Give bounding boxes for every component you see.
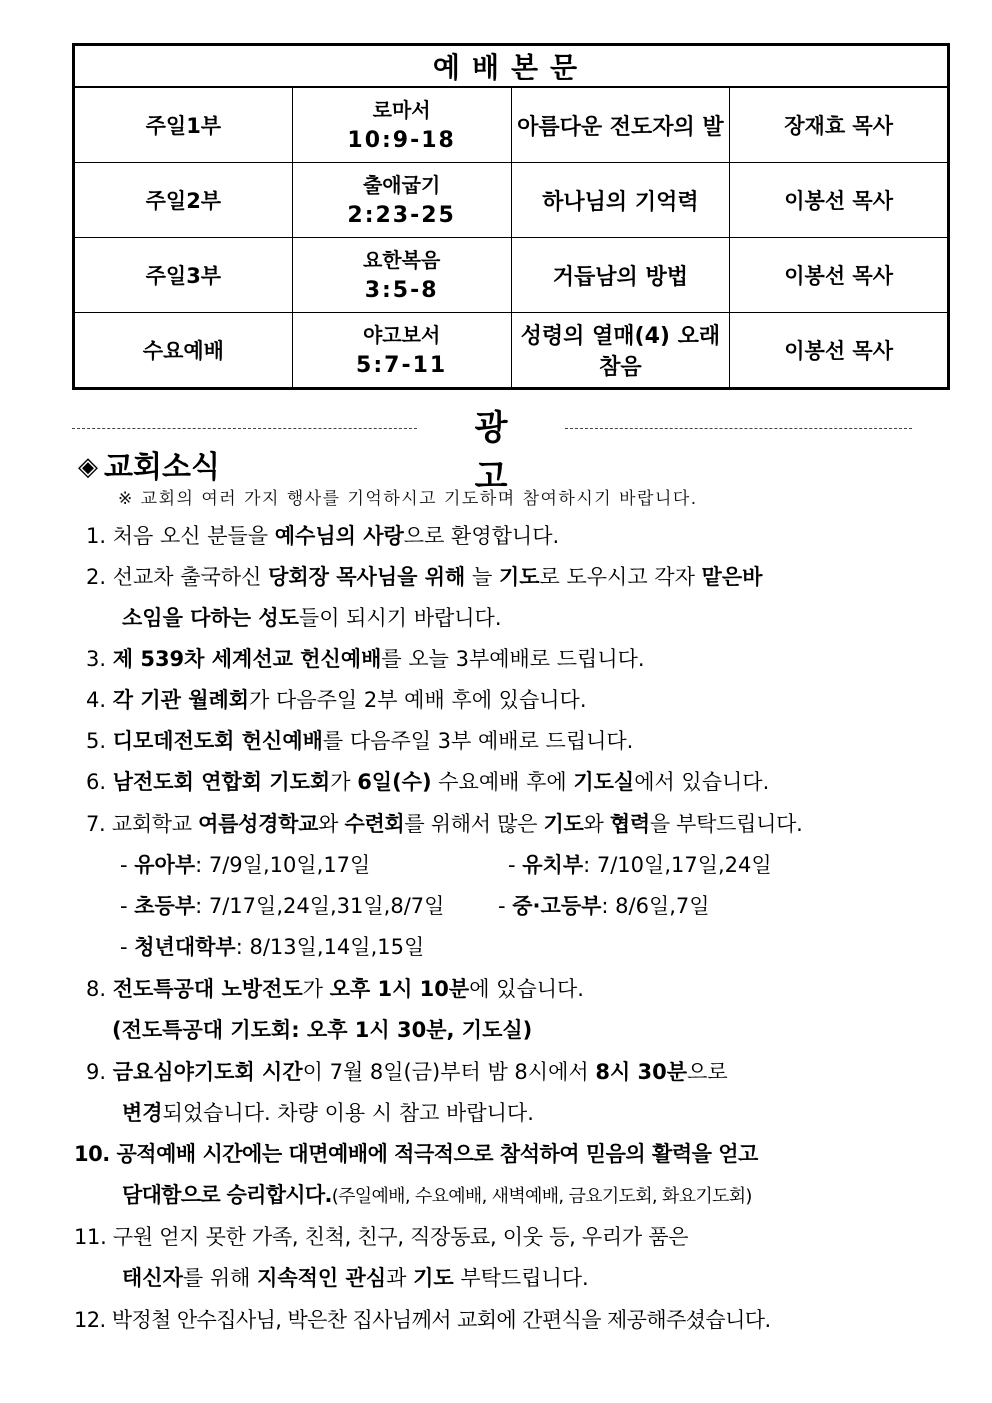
- item-emphasis: 오후 1시 10분: [329, 977, 470, 1001]
- item-text: 와: [583, 812, 610, 836]
- item-number: 12.: [74, 1308, 106, 1332]
- item-emphasis: 각 기관 월례회: [112, 688, 250, 712]
- item-emphasis: 전도특공대 노방전도: [112, 977, 303, 1001]
- divider: [72, 428, 417, 429]
- notice-item-3: [86, 645, 645, 673]
- schedule-kindergarten: [508, 851, 772, 879]
- item-number: 8.: [86, 977, 107, 1001]
- scripture-ref: [292, 87, 511, 163]
- item-number: 5.: [86, 729, 107, 753]
- sermon-title: 거듭남의 방법: [511, 238, 730, 313]
- item-text: 를 위해서 많은: [404, 812, 544, 836]
- item-text: -: [508, 853, 523, 877]
- item-text: : 7/10일,17일,24일: [583, 853, 772, 877]
- scripture-verse: 10:9-18: [347, 127, 456, 153]
- notice-item-8-cont: (전도특공대 기도회: 오후 1시 30분, 기도실): [112, 1018, 533, 1042]
- item-emphasis: 기도: [413, 1266, 454, 1290]
- preacher: 이봉선 목사: [730, 313, 949, 389]
- item-text: -: [120, 853, 135, 877]
- item-text: 처음 오신 분들을: [112, 524, 275, 548]
- notice-item-6: [86, 768, 769, 796]
- preacher: 이봉선 목사: [730, 238, 949, 313]
- notice-item-10-cont: [122, 1181, 752, 1211]
- item-text: 늘: [465, 565, 499, 589]
- item-text: 과: [386, 1266, 414, 1290]
- item-emphasis: 태신자: [122, 1266, 183, 1290]
- notice-item-9-cont: [122, 1099, 534, 1127]
- item-emphasis: 중·고등부: [512, 894, 602, 918]
- item-text: 으로 환영합니다.: [403, 524, 560, 548]
- item-emphasis: 디모데전도회 헌신예배: [112, 729, 323, 753]
- section-title-text: 교회소식: [104, 450, 220, 485]
- table-row: [74, 87, 949, 163]
- item-text: : 8/13일,14일,15일: [235, 935, 425, 959]
- notice-item-11-cont: [122, 1264, 589, 1292]
- scripture-book: 출애굽기: [362, 172, 441, 197]
- item-text: 선교차 출국하신: [112, 565, 269, 589]
- notice-item-5: [86, 727, 633, 755]
- item-emphasis: 유치부: [522, 853, 584, 877]
- item-emphasis: 초등부: [134, 894, 196, 918]
- sermon-table: [72, 43, 950, 390]
- item-emphasis: 변경: [122, 1101, 163, 1125]
- table-row: [74, 313, 949, 389]
- item-text: 를 위해: [182, 1266, 258, 1290]
- sermon-table-title: 예배본문: [74, 45, 949, 88]
- item-number: 7.: [86, 812, 106, 836]
- diamond-icon: ◈: [78, 452, 98, 482]
- notice-item-2: [86, 563, 762, 591]
- item-text: 가: [302, 977, 330, 1001]
- notice-item-2-cont: [122, 604, 502, 632]
- scripture-ref: [292, 163, 511, 238]
- item-text: 로 도우시고 각자: [539, 565, 702, 589]
- item-emphasis: 소임을 다하는 성도: [122, 606, 299, 630]
- item-text: : 8/6일,7일: [601, 894, 710, 918]
- item-emphasis: 금요심야기도회 시간: [112, 1060, 303, 1084]
- item-text: 부탁드립니다.: [453, 1266, 589, 1290]
- item-text: 박정철 안수집사님, 박은찬 집사님께서 교회에 간편식을 제공해주셨습니다.: [111, 1308, 771, 1332]
- item-emphasis: 남전도회 연합회 기도회: [112, 770, 331, 794]
- notice-item-7: [86, 810, 802, 838]
- item-emphasis: 예수님의 사랑: [274, 524, 404, 548]
- schedule-youth: [120, 933, 424, 961]
- item-text: 되었습니다. 차량 이용 시 참고 바랍니다.: [162, 1101, 534, 1125]
- item-number: 3.: [86, 647, 107, 671]
- item-number: 10.: [74, 1142, 110, 1166]
- service-name: 수요예배: [74, 313, 293, 389]
- service-name: 주일3부: [74, 238, 293, 313]
- scripture-verse: 2:23-25: [347, 202, 456, 228]
- item-emphasis: 협력: [609, 812, 650, 836]
- notice-note: ※ 교회의 여러 가지 행사를 기억하시고 기도하며 참여하시기 바랍니다.: [118, 489, 698, 509]
- item-text: -: [498, 894, 513, 918]
- scripture-ref: [292, 238, 511, 313]
- item-emphasis: 8시 30분: [595, 1060, 688, 1084]
- sermon-title: 하나님의 기억력: [511, 163, 730, 238]
- item-text: -: [120, 894, 135, 918]
- scripture-book: 야고보서: [362, 322, 441, 347]
- item-text: : 7/17일,24일,31일,8/7일: [195, 894, 445, 918]
- preacher: 이봉선 목사: [730, 163, 949, 238]
- item-text: 와: [318, 812, 345, 836]
- item-text: 에 있습니다.: [469, 977, 584, 1001]
- item-emphasis: 기도실: [573, 770, 635, 794]
- notice-item-10: [74, 1140, 758, 1168]
- item-text: 를 다음주일 3부 예배로 드립니다.: [322, 729, 634, 753]
- notices-title: 광고: [474, 408, 538, 497]
- item-text: 이 7월 8일(금)부터 밤 8시에서: [302, 1060, 596, 1084]
- notice-item-4: [86, 686, 587, 714]
- sermon-title: 아름다운 전도자의 발: [511, 87, 730, 163]
- schedule-infant: [120, 851, 370, 879]
- item-text: 를 오늘 3부예배로 드립니다.: [381, 647, 645, 671]
- notice-item-8: [86, 975, 584, 1003]
- item-text: 교회학교: [111, 812, 199, 836]
- scripture-verse: 5:7-11: [356, 352, 448, 378]
- item-text: (주일예배, 수요예배, 새벽예배, 금요기도회, 화요기도회): [331, 1186, 752, 1207]
- scripture-book: 요한복음: [362, 247, 441, 272]
- item-emphasis: 청년대학부: [134, 935, 236, 959]
- scripture-ref: [292, 313, 511, 389]
- item-text: 으로: [687, 1060, 728, 1084]
- item-text: 들이 되시기 바랍니다.: [298, 606, 502, 630]
- item-emphasis: 6일(수): [357, 770, 432, 794]
- item-number: 4.: [86, 688, 107, 712]
- item-text: 을 부탁드립니다.: [649, 812, 803, 836]
- schedule-secondary: [498, 892, 710, 920]
- item-emphasis: 수련회: [344, 812, 405, 836]
- item-emphasis: 맡은바: [701, 565, 763, 589]
- section-title: [78, 442, 220, 486]
- item-emphasis: 지속적인 관심: [257, 1266, 387, 1290]
- item-number: 2.: [86, 565, 107, 589]
- item-number: 6.: [86, 770, 107, 794]
- item-text: 구원 얻지 못한 가족, 친척, 친구, 직장동료, 이웃 등, 우리가 품은: [112, 1225, 689, 1249]
- item-emphasis: 기도: [498, 565, 540, 589]
- notice-item-12: [74, 1306, 771, 1334]
- service-name: 주일2부: [74, 163, 293, 238]
- item-emphasis: 당회장 목사님을 위해: [268, 565, 466, 589]
- item-emphasis: 기도: [543, 812, 584, 836]
- table-row: [74, 238, 949, 313]
- item-text: 가 다음주일 2부 예배 후에 있습니다.: [249, 688, 587, 712]
- table-row: [74, 163, 949, 238]
- notice-item-1: [86, 522, 559, 550]
- item-text: -: [120, 935, 135, 959]
- item-text: 에서 있습니다.: [634, 770, 770, 794]
- divider: [565, 428, 912, 429]
- item-emphasis: 여름성경학교: [198, 812, 319, 836]
- preacher: 장재효 목사: [730, 87, 949, 163]
- item-emphasis: 담대함으로 승리합시다.: [122, 1183, 332, 1207]
- item-text: 가: [330, 770, 358, 794]
- sermon-title: 성령의 열매(4) 오래 참음: [511, 313, 730, 389]
- notice-item-9: [86, 1058, 728, 1086]
- item-number: 9.: [86, 1060, 107, 1084]
- item-text: : 7/9일,10일,17일: [195, 853, 371, 877]
- scripture-book: 로마서: [372, 97, 431, 122]
- scripture-verse: 3:5-8: [364, 277, 439, 303]
- service-name: 주일1부: [74, 87, 293, 163]
- item-text: 수요예배 후에: [431, 770, 574, 794]
- notice-item-11: [74, 1223, 688, 1251]
- item-emphasis: 유아부: [134, 853, 196, 877]
- item-emphasis: 공적예배 시간에는 대면예배에 적극적으로 참석하여 믿음의 활력을 얻고: [116, 1142, 758, 1166]
- schedule-elementary: [120, 892, 444, 920]
- item-number: 11.: [74, 1225, 107, 1249]
- item-number: 1.: [86, 524, 107, 548]
- item-emphasis: 제 539차 세계선교 헌신예배: [112, 647, 382, 671]
